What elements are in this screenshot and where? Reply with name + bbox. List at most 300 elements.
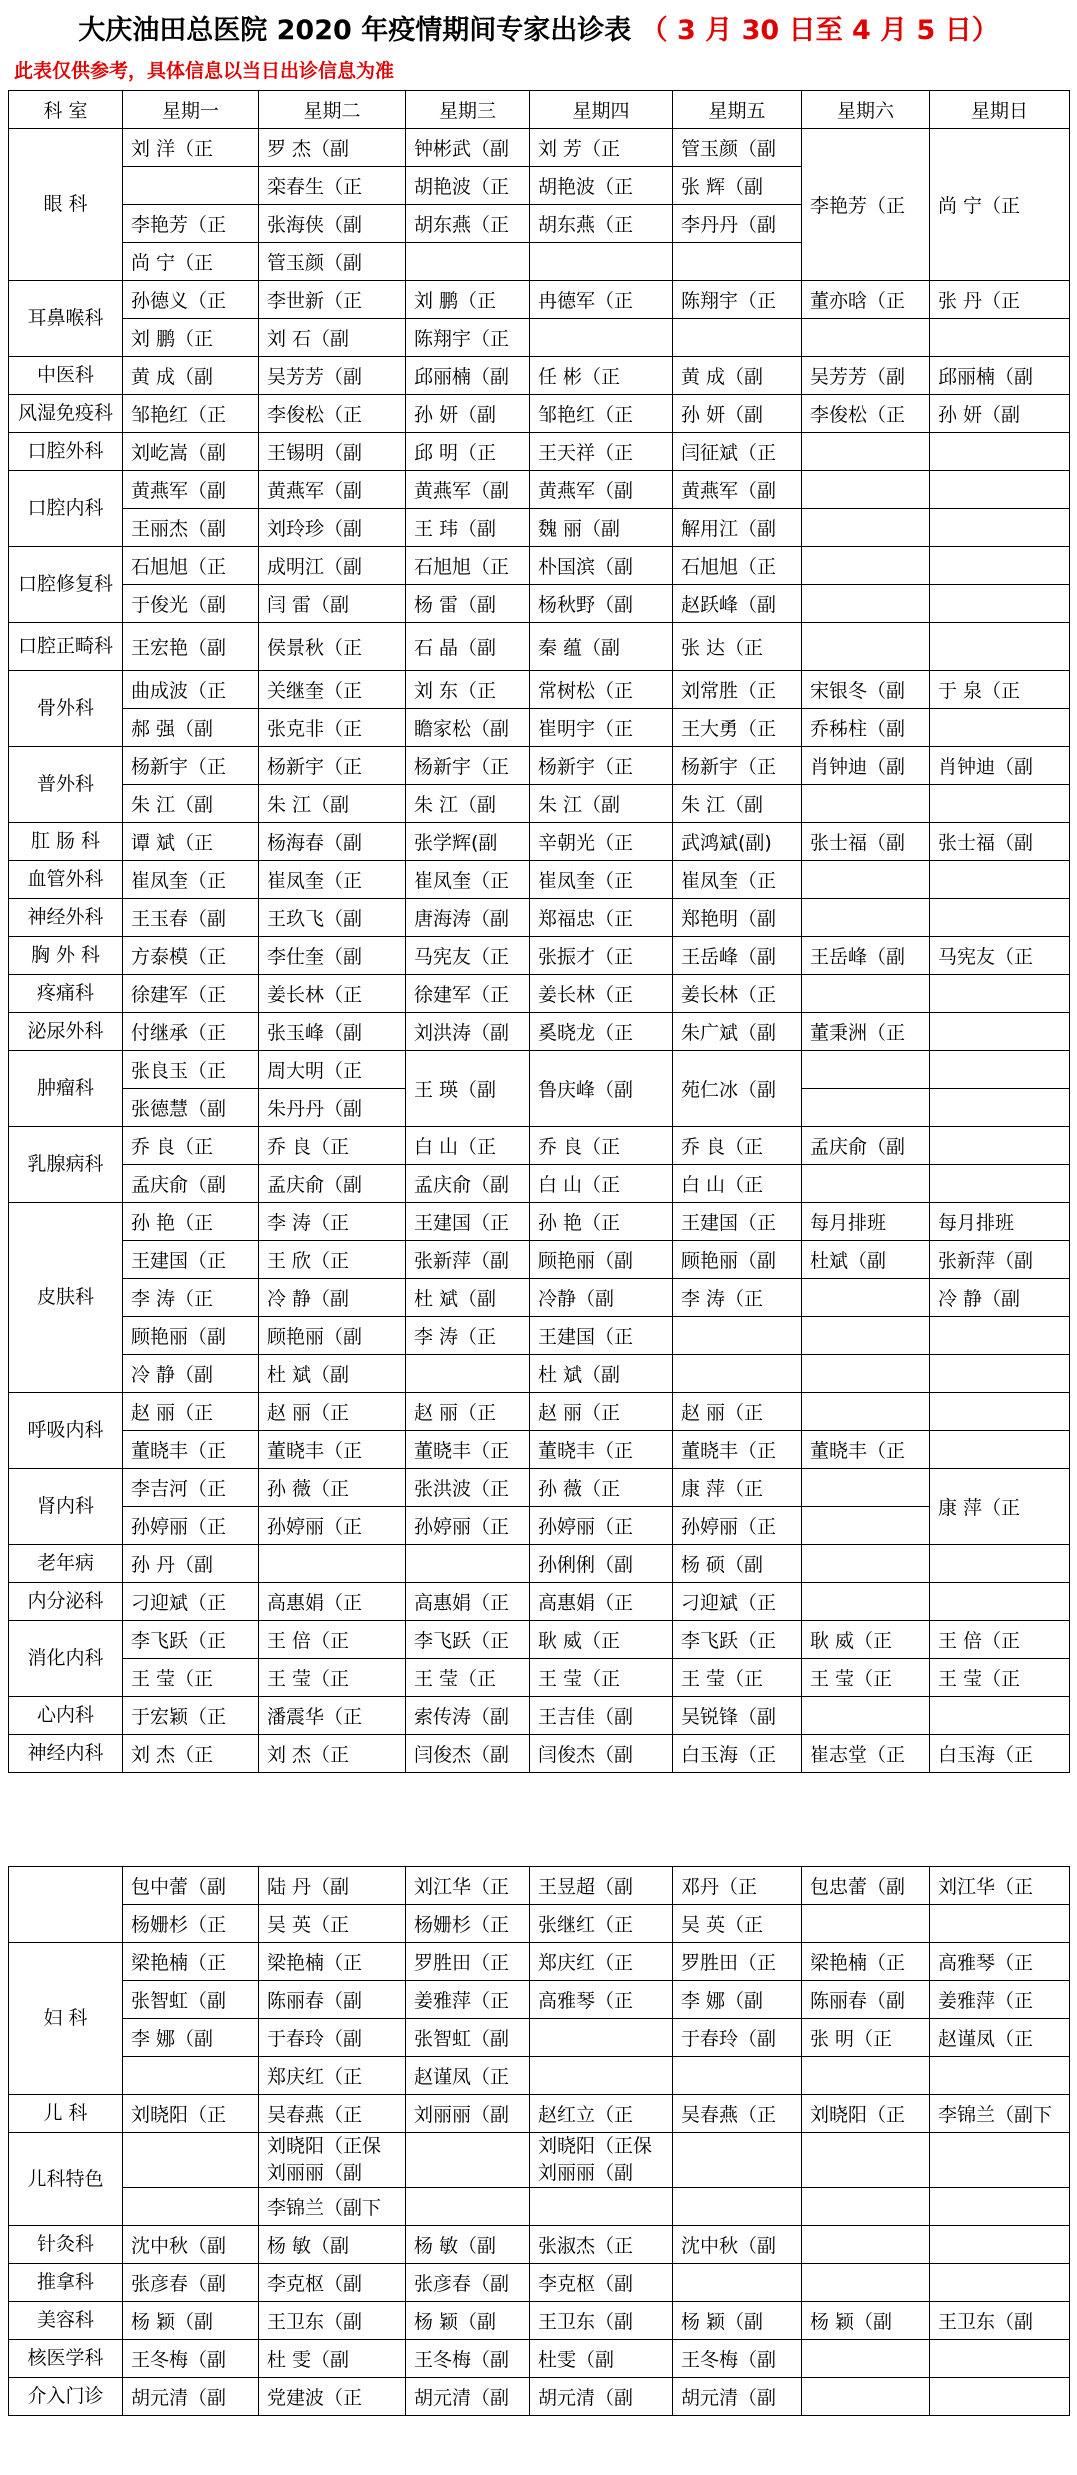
doctor-cell [802, 623, 930, 671]
doctor-cell [930, 1355, 1070, 1393]
department-cell: 泌尿外科 [9, 1013, 123, 1051]
schedule-row [9, 2340, 1070, 2378]
doctor-cell [406, 2188, 530, 2226]
schedule-row [9, 1241, 1070, 1279]
schedule-row [9, 2264, 1070, 2302]
doctor-cell: 徐建军（正 [406, 975, 530, 1013]
doctor-cell: 白 山（正 [530, 1165, 673, 1203]
doctor-cell [802, 1279, 930, 1317]
doctor-cell: 胡东燕（正 [406, 205, 530, 243]
doctor-cell [930, 2340, 1070, 2378]
doctor-cell: 于春玲（副 [673, 2019, 802, 2057]
doctor-cell: 刘 杰（正 [259, 1735, 406, 1773]
doctor-cell: 梁艳楠（正 [802, 1943, 930, 1981]
doctor-cell [930, 899, 1070, 937]
doctor-cell: 郑福忠（正 [530, 899, 673, 937]
schedule-row [9, 1431, 1070, 1469]
doctor-cell [802, 2226, 930, 2264]
doctor-cell: 姜雅萍（正 [406, 1981, 530, 2019]
doctor-cell: 孙 妍（副 [673, 395, 802, 433]
department-cell: 乳腺病科 [9, 1127, 123, 1203]
department-cell: 口腔修复科 [9, 547, 123, 623]
doctor-cell: 李吉河（正 [123, 1469, 259, 1507]
schedule-row [9, 1735, 1070, 1773]
doctor-cell: 白 山（正 [673, 1165, 802, 1203]
doctor-cell [802, 2133, 930, 2188]
department-cell: 消化内科 [9, 1621, 123, 1697]
doctor-cell: 杨 敏（副 [406, 2226, 530, 2264]
doctor-cell: 杜 雯（副 [259, 2340, 406, 2378]
doctor-cell: 邱丽楠（副 [406, 357, 530, 395]
doctor-cell: 马宪友（正 [930, 937, 1070, 975]
doctor-cell: 王岳峰（副 [673, 937, 802, 975]
doctor-cell [802, 433, 930, 471]
doctor-cell: 孙 薇（正 [530, 1469, 673, 1507]
doctor-cell: 管玉颜（副 [673, 129, 802, 167]
doctor-cell [802, 1317, 930, 1355]
doctor-cell [930, 2226, 1070, 2264]
doctor-cell: 徐建军（正 [123, 975, 259, 1013]
doctor-cell: 李克枢（副 [259, 2264, 406, 2302]
schedule-row [9, 319, 1070, 357]
doctor-cell [802, 1393, 930, 1431]
doctor-cell: 顾艳丽（副 [530, 1241, 673, 1279]
department-cell: 儿科特色 [9, 2133, 123, 2226]
doctor-cell [406, 243, 530, 281]
doctor-cell: 方泰模（正 [123, 937, 259, 975]
doctor-cell [802, 1905, 930, 1943]
doctor-cell: 郝 强（副 [123, 709, 259, 747]
doctor-cell: 黄燕军（副 [673, 471, 802, 509]
doctor-cell: 朱广斌（副 [673, 1013, 802, 1051]
doctor-cell: 冷静（副 [530, 1279, 673, 1317]
doctor-cell: 胡艳波（正 [530, 167, 673, 205]
doctor-cell: 王大勇（正 [673, 709, 802, 747]
doctor-cell: 董晓丰（正 [673, 1431, 802, 1469]
doctor-cell [930, 1165, 1070, 1203]
doctor-cell: 张新萍（副 [930, 1241, 1070, 1279]
doctor-cell: 胡元清（副 [406, 2378, 530, 2416]
doctor-cell: 潘震华（正 [259, 1697, 406, 1735]
doctor-cell: 张学辉(副 [406, 823, 530, 861]
schedule-row [9, 785, 1070, 823]
schedule-row [9, 671, 1070, 709]
doctor-cell: 冷 静（副 [259, 1279, 406, 1317]
doctor-cell: 李 涛（正 [123, 1279, 259, 1317]
doctor-cell [930, 975, 1070, 1013]
doctor-cell: 冷 静（副 [123, 1355, 259, 1393]
doctor-cell: 耿 威（正 [530, 1621, 673, 1659]
doctor-cell: 乔 良（正 [673, 1127, 802, 1165]
doctor-cell: 康 萍（正 [930, 1469, 1070, 1545]
doctor-cell [673, 2057, 802, 2095]
doctor-cell: 王 莹（正 [802, 1659, 930, 1697]
doctor-cell: 王 莹（正 [406, 1659, 530, 1697]
doctor-cell: 刘丽丽（副 [406, 2095, 530, 2133]
doctor-cell: 王 瑛（副 [406, 1051, 530, 1127]
doctor-cell: 孙婷丽（正 [530, 1507, 673, 1545]
doctor-cell [930, 1013, 1070, 1051]
doctor-cell: 刁迎斌（正 [673, 1583, 802, 1621]
doctor-cell [930, 2378, 1070, 2416]
doctor-cell: 索传涛（副 [406, 1697, 530, 1735]
doctor-cell: 石旭旭（正 [406, 547, 530, 585]
doctor-cell [930, 709, 1070, 747]
schedule-row [9, 1867, 1070, 1905]
doctor-cell: 张新萍（副 [406, 1241, 530, 1279]
doctor-cell: 顾艳丽（副 [673, 1241, 802, 1279]
doctor-cell: 张海侠（副 [259, 205, 406, 243]
doctor-cell: 邹艳红（正 [123, 395, 259, 433]
department-cell: 心内科 [9, 1697, 123, 1735]
doctor-cell: 邓丹（正 [673, 1867, 802, 1905]
doctor-cell: 孙婷丽（正 [673, 1507, 802, 1545]
doctor-cell: 黄 成（副 [673, 357, 802, 395]
doctor-cell: 刘江华（正 [930, 1867, 1070, 1905]
doctor-cell [802, 1507, 930, 1545]
doctor-cell: 李俊松（正 [802, 395, 930, 433]
doctor-cell [930, 509, 1070, 547]
doctor-cell: 赵跃峰（副 [673, 585, 802, 623]
doctor-cell: 王 莹（正 [673, 1659, 802, 1697]
doctor-cell: 王玖飞（副 [259, 899, 406, 937]
doctor-cell: 梁艳楠（正 [123, 1943, 259, 1981]
doctor-cell: 刁迎斌（正 [123, 1583, 259, 1621]
doctor-cell: 李克枢（副 [530, 2264, 673, 2302]
doctor-cell: 董晓丰（正 [802, 1431, 930, 1469]
doctor-cell: 李 涛（正 [259, 1203, 406, 1241]
doctor-cell: 尚 宁（正 [123, 243, 259, 281]
department-cell: 推拿科 [9, 2264, 123, 2302]
doctor-cell: 邱 明（正 [406, 433, 530, 471]
doctor-cell: 宋银冬（副 [802, 671, 930, 709]
doctor-cell: 每月排班 [802, 1203, 930, 1241]
doctor-cell: 孙 艳（正 [530, 1203, 673, 1241]
doctor-cell [802, 899, 930, 937]
doctor-cell: 吴春燕（正 [259, 2095, 406, 2133]
department-cell: 风湿免疫科 [9, 395, 123, 433]
doctor-cell: 唐海涛（副 [406, 899, 530, 937]
doctor-cell: 孟庆俞（副 [123, 1165, 259, 1203]
doctor-cell [930, 2264, 1070, 2302]
doctor-cell: 姜长林（正 [673, 975, 802, 1013]
doctor-cell [802, 1545, 930, 1583]
doctor-cell: 王 倍（正 [930, 1621, 1070, 1659]
department-cell: 儿 科 [9, 2095, 123, 2133]
schedule-row [9, 709, 1070, 747]
doctor-cell: 李锦兰（副下 [259, 2188, 406, 2226]
doctor-cell: 任 彬（正 [530, 357, 673, 395]
doctor-cell [530, 319, 673, 357]
title-main: 大庆油田总医院 2020 年疫情期间专家出诊表 [78, 15, 632, 46]
doctor-cell [802, 509, 930, 547]
doctor-cell: 孙婷丽（正 [406, 1507, 530, 1545]
schedule-row [9, 1013, 1070, 1051]
department-cell: 肾内科 [9, 1469, 123, 1545]
schedule-row [9, 547, 1070, 585]
schedule-row [9, 2188, 1070, 2226]
doctor-cell: 杨 颖（副 [123, 2302, 259, 2340]
department-cell: 普外科 [9, 747, 123, 823]
doctor-cell: 崔凤奎（正 [259, 861, 406, 899]
schedule-row [9, 1355, 1070, 1393]
schedule-table-main [8, 90, 1070, 1773]
doctor-cell: 崔凤奎（正 [530, 861, 673, 899]
schedule-row [9, 1583, 1070, 1621]
doctor-cell: 王卫东（副 [930, 2302, 1070, 2340]
doctor-cell: 武鸿斌(副) [673, 823, 802, 861]
doctor-cell [802, 1697, 930, 1735]
doctor-cell: 李 娜（副 [123, 2019, 259, 2057]
schedule-row [9, 1051, 1070, 1089]
doctor-cell: 包忠蕾（副 [802, 1867, 930, 1905]
doctor-cell: 吴春燕（正 [673, 2095, 802, 2133]
schedule-row [9, 2095, 1070, 2133]
doctor-cell: 杨海春（副 [259, 823, 406, 861]
doctor-cell: 孙俐俐（副 [530, 1545, 673, 1583]
doctor-cell: 高惠娟（正 [406, 1583, 530, 1621]
doctor-cell [802, 2188, 930, 2226]
doctor-cell: 白玉海（正 [930, 1735, 1070, 1773]
department-cell: 口腔正畸科 [9, 623, 123, 671]
doctor-cell: 成明江（副 [259, 547, 406, 585]
doctor-cell: 姜长林（正 [530, 975, 673, 1013]
doctor-cell: 党建波（正 [259, 2378, 406, 2416]
schedule-row [9, 433, 1070, 471]
doctor-cell: 李 涛（正 [406, 1317, 530, 1355]
doctor-cell: 于春玲（副 [259, 2019, 406, 2057]
doctor-cell: 王玉春（副 [123, 899, 259, 937]
schedule-row [9, 281, 1070, 319]
doctor-cell [802, 585, 930, 623]
schedule-row [9, 1659, 1070, 1697]
doctor-cell [406, 2133, 530, 2188]
doctor-cell [673, 2133, 802, 2188]
doctor-cell: 张 辉（副 [673, 167, 802, 205]
header-day: 星期日 [930, 91, 1070, 129]
doctor-cell: 周大明（正 [259, 1051, 406, 1089]
schedule-row [9, 899, 1070, 937]
doctor-cell [930, 1089, 1070, 1127]
doctor-cell: 姜雅萍（正 [930, 1981, 1070, 2019]
doctor-cell [802, 1469, 930, 1507]
doctor-cell [802, 1051, 930, 1089]
doctor-cell [673, 2264, 802, 2302]
doctor-cell: 王丽杰（副 [123, 509, 259, 547]
doctor-cell: 崔志堂（正 [802, 1735, 930, 1773]
doctor-cell: 顾艳丽（副 [259, 1317, 406, 1355]
doctor-cell: 孟庆俞（副 [802, 1127, 930, 1165]
header-day: 星期六 [802, 91, 930, 129]
department-cell: 中医科 [9, 357, 123, 395]
schedule-row [9, 357, 1070, 395]
department-cell: 皮肤科 [9, 1203, 123, 1393]
doctor-cell: 沈中秋（副 [673, 2226, 802, 2264]
schedule-row [9, 2226, 1070, 2264]
schedule-row [9, 1165, 1070, 1203]
doctor-cell: 刘 鹏（正 [123, 319, 259, 357]
schedule-row [9, 2378, 1070, 2416]
doctor-cell: 杨 颖（副 [802, 2302, 930, 2340]
schedule-row [9, 1507, 1070, 1545]
doctor-cell [406, 1355, 530, 1393]
doctor-cell: 杨新宇（正 [530, 747, 673, 785]
header-department: 科 室 [9, 91, 123, 129]
doctor-cell: 沈中秋（副 [123, 2226, 259, 2264]
schedule-row [9, 975, 1070, 1013]
doctor-cell [802, 547, 930, 585]
doctor-cell: 肖钟迪（副 [930, 747, 1070, 785]
doctor-cell: 张克非（正 [259, 709, 406, 747]
doctor-cell [802, 861, 930, 899]
doctor-cell [406, 1545, 530, 1583]
doctor-cell: 张继红（正 [530, 1905, 673, 1943]
doctor-cell [673, 2188, 802, 2226]
doctor-cell: 邹艳红（正 [530, 395, 673, 433]
doctor-cell: 王 莹（正 [123, 1659, 259, 1697]
doctor-cell: 闫俊杰（副 [406, 1735, 530, 1773]
doctor-cell [802, 1165, 930, 1203]
doctor-cell: 朱 江（副 [123, 785, 259, 823]
doctor-cell [530, 2019, 673, 2057]
schedule-row [9, 2019, 1070, 2057]
doctor-cell: 尚 宁（正 [930, 129, 1070, 281]
header-day: 星期二 [259, 91, 406, 129]
doctor-cell: 王锡明（副 [259, 433, 406, 471]
doctor-cell: 杨 敏（副 [259, 2226, 406, 2264]
doctor-cell: 吴芳芳（副 [802, 357, 930, 395]
doctor-cell: 李飞跃（正 [406, 1621, 530, 1659]
doctor-cell: 杨姗杉（正 [406, 1905, 530, 1943]
doctor-cell: 吴芳芳（副 [259, 357, 406, 395]
doctor-cell: 解用江（副 [673, 509, 802, 547]
doctor-cell: 杜 斌（副 [530, 1355, 673, 1393]
doctor-cell [802, 2057, 930, 2095]
doctor-cell: 赵 丽（正 [530, 1393, 673, 1431]
doctor-cell: 张 明（正 [802, 2019, 930, 2057]
doctor-cell: 李锦兰（副下 [930, 2095, 1070, 2133]
doctor-cell: 吴锐锋（副 [673, 1697, 802, 1735]
department-cell: 老年病 [9, 1545, 123, 1583]
department-cell: 疼痛科 [9, 975, 123, 1013]
doctor-cell: 刘 芳（正 [530, 129, 673, 167]
doctor-cell [930, 861, 1070, 899]
doctor-cell: 张彦春（副 [406, 2264, 530, 2302]
doctor-cell: 王昱超（副 [530, 1867, 673, 1905]
schedule-row [9, 1621, 1070, 1659]
doctor-cell: 王冬梅（副 [673, 2340, 802, 2378]
doctor-cell: 朱丹丹（副 [259, 1089, 406, 1127]
doctor-cell [673, 319, 802, 357]
header-day: 星期三 [406, 91, 530, 129]
schedule-row [9, 2302, 1070, 2340]
doctor-cell: 刘屹嵩（副 [123, 433, 259, 471]
department-cell: 美容科 [9, 2302, 123, 2340]
doctor-cell: 冷 静（副 [930, 1279, 1070, 1317]
doctor-cell [930, 1317, 1070, 1355]
doctor-cell [930, 319, 1070, 357]
doctor-cell [802, 319, 930, 357]
header-row [9, 91, 1070, 129]
doctor-cell: 高雅琴（正 [930, 1943, 1070, 1981]
doctor-cell: 赵 丽（正 [123, 1393, 259, 1431]
doctor-cell: 李飞跃（正 [673, 1621, 802, 1659]
doctor-cell: 栾春生（正 [259, 167, 406, 205]
header-day: 星期四 [530, 91, 673, 129]
doctor-cell: 于宏颖（正 [123, 1697, 259, 1735]
doctor-cell: 张智虹（副 [406, 2019, 530, 2057]
doctor-cell: 刘晓阳（正保 刘丽丽（副 [259, 2133, 406, 2188]
doctor-cell: 董晓丰（正 [406, 1431, 530, 1469]
department-cell: 骨外科 [9, 671, 123, 747]
doctor-cell: 王宏艳（副 [123, 623, 259, 671]
doctor-cell [930, 433, 1070, 471]
doctor-cell: 高雅琴（正 [530, 1981, 673, 2019]
department-cell: 口腔外科 [9, 433, 123, 471]
doctor-cell: 郑艳明（副 [673, 899, 802, 937]
schedule-row [9, 2057, 1070, 2095]
doctor-cell [123, 167, 259, 205]
doctor-cell: 王 莹（正 [930, 1659, 1070, 1697]
doctor-cell: 瞻家松（副 [406, 709, 530, 747]
doctor-cell [930, 1697, 1070, 1735]
doctor-cell: 孙 艳（正 [123, 1203, 259, 1241]
doctor-cell: 赵红立（正 [530, 2095, 673, 2133]
doctor-cell: 秦 蕴（副 [530, 623, 673, 671]
doctor-cell: 董晓丰（正 [259, 1431, 406, 1469]
doctor-cell: 刘 东（正 [406, 671, 530, 709]
doctor-cell: 朱 江（副 [530, 785, 673, 823]
title-dates: （ 3 月 30 日至 4 月 5 日） [640, 15, 999, 46]
doctor-cell: 梁艳楠（正 [259, 1943, 406, 1981]
header-day: 星期五 [673, 91, 802, 129]
schedule-row [9, 471, 1070, 509]
doctor-cell [930, 2057, 1070, 2095]
doctor-cell: 杜雯（副 [530, 2340, 673, 2378]
doctor-cell: 管玉颜（副 [259, 243, 406, 281]
doctor-cell: 孟庆俞（副 [406, 1165, 530, 1203]
doctor-cell: 张士福（副 [930, 823, 1070, 861]
doctor-cell: 崔明宇（正 [530, 709, 673, 747]
doctor-cell [930, 2188, 1070, 2226]
doctor-cell: 陈丽春（副 [259, 1981, 406, 2019]
doctor-cell: 罗胜田（正 [406, 1943, 530, 1981]
schedule-row [9, 1981, 1070, 2019]
doctor-cell: 张淑杰（正 [530, 2226, 673, 2264]
doctor-cell: 刘晓阳（正 [123, 2095, 259, 2133]
doctor-cell [930, 471, 1070, 509]
doctor-cell [802, 1583, 930, 1621]
doctor-cell: 白玉海（正 [673, 1735, 802, 1773]
department-cell: 妇 科 [9, 1943, 123, 2095]
doctor-cell: 王吉佳（副 [530, 1697, 673, 1735]
department-cell: 神经外科 [9, 899, 123, 937]
doctor-cell: 李艳芳（正 [123, 205, 259, 243]
doctor-cell: 郑庆红（正 [259, 2057, 406, 2095]
doctor-cell [673, 1317, 802, 1355]
doctor-cell [930, 1393, 1070, 1431]
department-cell: 耳鼻喉科 [9, 281, 123, 357]
doctor-cell [930, 2133, 1070, 2188]
schedule-row [9, 1905, 1070, 1943]
doctor-cell: 王建国（正 [530, 1317, 673, 1355]
doctor-cell: 张良玉（正 [123, 1051, 259, 1089]
doctor-cell: 高惠娟（正 [530, 1583, 673, 1621]
doctor-cell: 王冬梅（副 [123, 2340, 259, 2378]
doctor-cell [802, 2340, 930, 2378]
doctor-cell: 陈丽春（副 [802, 1981, 930, 2019]
doctor-cell: 于俊光（副 [123, 585, 259, 623]
